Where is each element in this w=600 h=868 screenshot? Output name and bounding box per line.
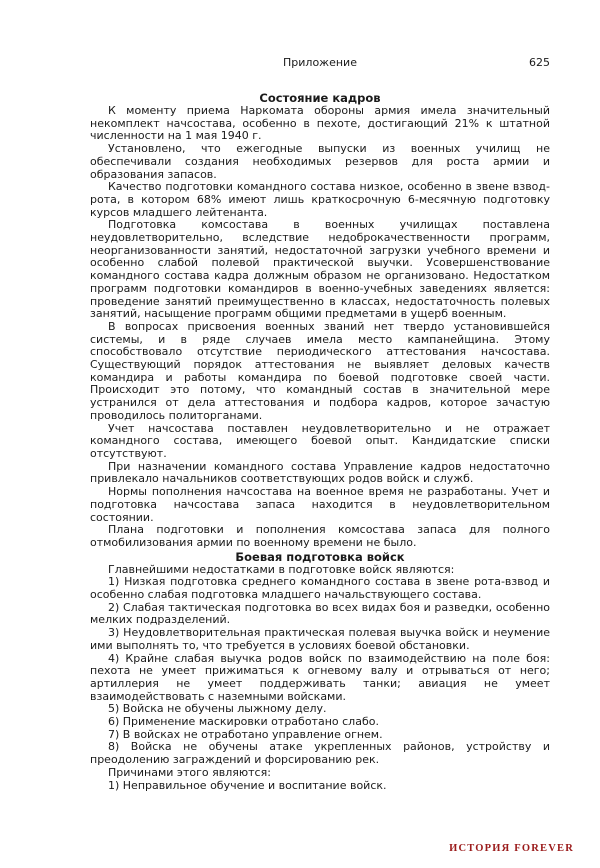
page-body [90,92,550,792]
list-item: 5) Войска не обучены лыжному делу. [108,702,327,716]
list-item: 1) Неправильное обучение и воспитание войск. [108,778,387,792]
list-item: 7) В войсках не отработано управление огнем. [108,727,383,741]
paragraph: Установлено, что ежегодные выпуски из военных училищ не обеспечивали создания необходимых резервов для роста армии и образования запасов. [90,142,550,181]
paragraph: Плана подготовки и пополнения комсостава запаса для полного отмобилизования армии по военному времени не было. [90,523,550,549]
page-number: 625 [529,56,550,69]
running-title: Приложение [283,56,357,69]
paragraph: Подготовка комсостава в военных училищах поставлена неудовлетворительно, вследствие недоброкачественности программ, неорганизованности занятий, недостаточной загрузки учебного времени и особенно слабой полевой практической выучки. Усовершенствование командного состава кадра должным образом не организовано. Недостатком программ подготовки командиров в военно-учебных заведениях является: проведение занятий преимущественно в классах, недостаточность полевых занятий, насыщение программ общими предметами в ущерб военным. [90,218,550,321]
watermark: ИСТОРИЯ FOREVER [449,843,574,854]
paragraph: Нормы пополнения начсостава на военное время не разработаны. Учет и подготовка начсостава запаса находится в неудовлетворительном состоянии. [90,485,550,524]
paragraph: Учет начсостава поставлен неудовлетворительно и не отражает командного состава, имеющего боевой опыт. Кандидатские списки отсутствуют. [90,421,550,460]
paragraph: В вопросах присвоения военных званий нет твердо установившейся системы, и в ряде случаев имела место кампанейщина. Этому способствовало отсутствие периодического аттестования начсостава. Существующий порядок аттестования не выявляет деловых качеств командира и работы командира по боевой подготовке своей части. Происходит это потому, что командный состав в значительной мере устранился от дела аттестования и подбора кадров, которое зачастую проводилось политорганами. [90,319,550,422]
paragraph: При назначении командного состава Управление кадров недостаточно привлекало начальников соответствующих родов войск и служб. [90,459,550,486]
list-item: 1) Низкая подготовка среднего командного состава в звене рота-взвод и особенно слабая подготовка младшего начальствующего состава. [90,575,550,602]
list-item: 4) Крайне слабая выучка родов войск по взаимодействию на поле боя: пехота не умеет прижиматься к огневому валу и отрываться от него; артиллерия не умеет поддерживать танки; авиация не умеет взаимодействовать с наземными войсками. [90,651,550,703]
paragraph: Главнейшими недостатками в подготовке войск являются: [108,562,455,576]
list-item: 3) Неудовлетворительная практическая полевая выучка войск и неумение ими выполнять то, что требуется в условиях боевой обстановки. [90,626,550,652]
section-title-training: Боевая подготовка войск [235,549,405,564]
list-item: 6) Применение маскировки отработано слабо. [108,715,379,729]
list-item: 8) Войска не обучены атаке укрепленных районов, устройству и преодолению заграждений и форсированию рек. [90,740,550,767]
section-title-personnel: Состояние кадров [259,91,381,105]
paragraph: К моменту приема Наркомата обороны армия имела значительный некомплект начсостава, особенно в пехоте, достигающий 21% к штатной численности на 1 мая 1940 г. [90,104,550,143]
paragraph: Причинами этого являются: [108,765,271,779]
list-item: 2) Слабая тактическая подготовка во всех видах боя и разведки, особенно мелких подразделений. [90,600,550,627]
paragraph: Качество подготовки командного состава низкое, особенно в звене взвод-рота, в котором 68% имеют лишь краткосрочную 6-месячную подготовку курсов младшего лейтенанта. [90,180,550,219]
page-header [90,56,550,72]
